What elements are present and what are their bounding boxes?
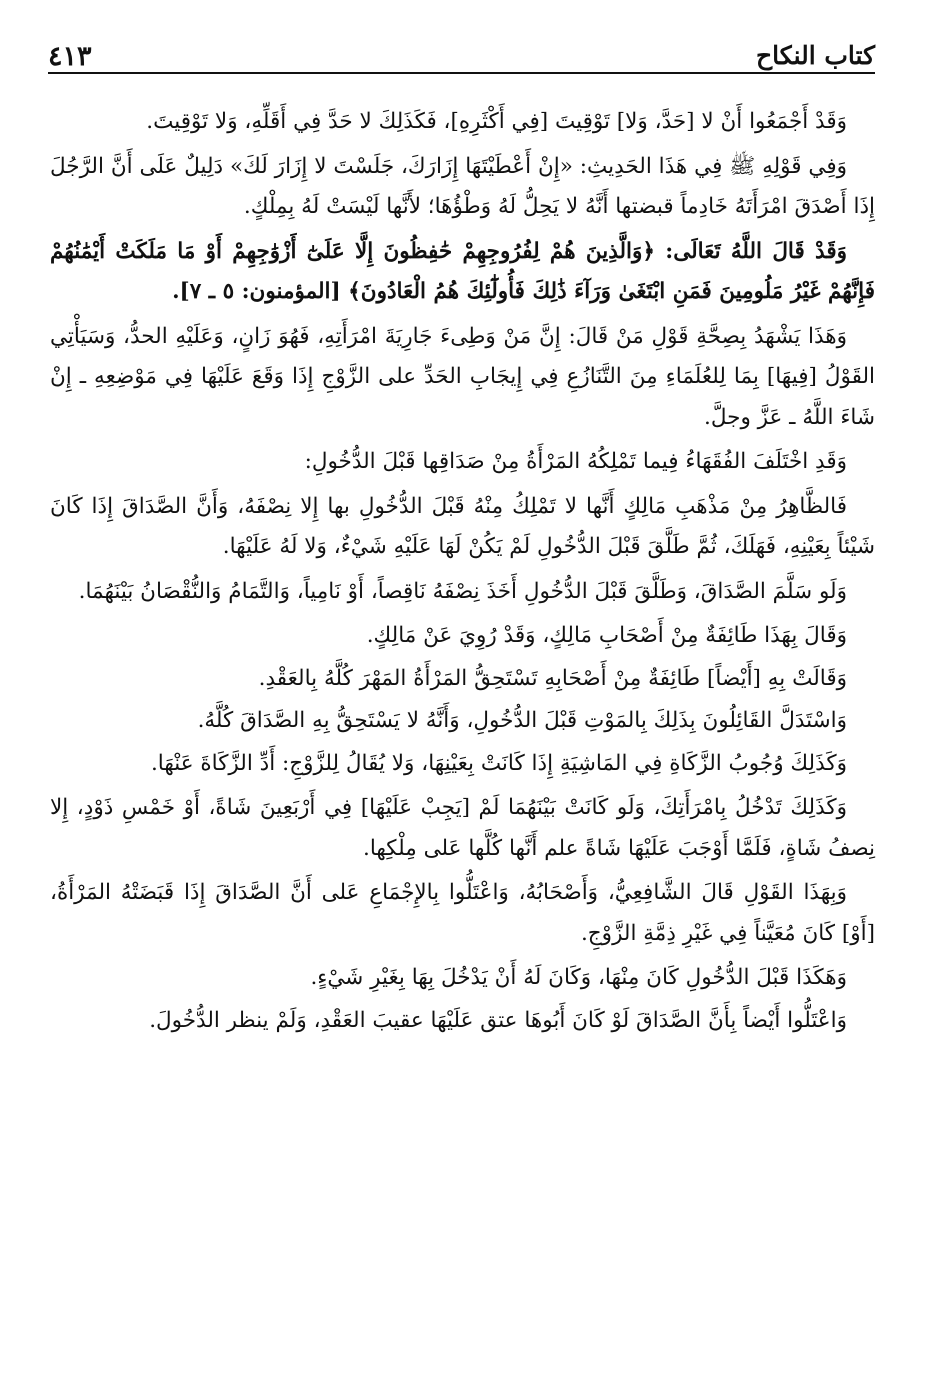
paragraph: وَقَدْ أَجْمَعُوا أَنْ لا [حَدَّ، وَلا] تَوْقِيتَ [فِي أَكْثَرِهِ]، فَكَذَلِكَ لا حَدَّ فِي أَقَلِّهِ، وَلا تَوْقِيتَ.	[146, 109, 847, 134]
paragraph: وَهَذَا يَشْهَدُ بِصِحَّةِ قَوْلِ مَنْ قَالَ: إِنَّ مَنْ وَطِىءَ جَارِيَةَ امْرَأَتِهِ، فَهُوَ زَانٍ، وَعَلَيْهِ الحدُّ، وَسَيَأْتِي القَوْلُ [فِيهَا] بِمَا لِلعُلَمَاءِ مِنَ التَّنَازُعِ فِي إِيجَابِ الحَدِّ على الزَّوْجِ إِذَا وَقَعَ عَلَيْهَا فِي مَوْضِعِهِ ـ إِنْ شَاءَ اللَّهُ ـ عَزَّ وجلَّ.	[50, 323, 875, 430]
paragraph: وَقَالَ بِهَذَا طَائِفَةٌ مِنْ أَصْحَابِ مَالِكٍ، وَقَدْ رُوِيَ عَنْ مَالِكٍ.	[366, 623, 847, 648]
paragraph: وَهَكَذَا قَبْلَ الدُّخُولِ كَانَ مِنْهَا، وَكَانَ لَهُ أَنْ يَدْخُلَ بِهَا بِغَيْرِ شَيْءٍ.	[310, 965, 847, 990]
paragraph: وَكَذَلِكَ تَدْخُلُ بِامْرَأَتِكَ، وَلَو كَانَتْ بَيْنَهُمَا لَمْ [يَجِبْ عَلَيْهَا] فِي أَرْبَعِينَ شَاةً، أَوْ خَمْسِ ذَوْدٍ، إِلا نِصفُ شَاةٍ، فَلَمَّا أَوْجَبَ عَلَيْهَا شَاةً علم أَنَّها كُلَّها عَلى مِلْكِها.	[50, 795, 875, 861]
book-title: كتاب النكاح	[748, 41, 875, 72]
paragraph: وَاسْتَدَلَّ القَائِلُونَ بِذَلِكَ بِالمَوْتِ قَبْلَ الدُّخُولِ، وَأَنَّهُ لا يَسْتَحِقُّ بِهِ الصَّدَاقَ كُلَّهُ.	[197, 708, 847, 733]
page-number: ٤١٣	[48, 41, 100, 72]
paragraph: وَكَذَلِكَ وُجُوبُ الزَّكَاةِ فِي المَاشِيَةِ إِذَا كَانَتْ بِعَيْنِهَا، وَلا يُقَالُ لِلزَّوْجِ: أَدِّ الزَّكَاةَ عَنْهَا.	[150, 750, 847, 776]
paragraph: وَبِهَذَا القَوْلِ قَالَ الشَّافِعِيُّ، وَأَصْحَابُهُ، وَاعْتَلُّوا بِالإِجْمَاعِ عَلى أَنَّ الصَّدَاقَ إِذَا قَبَضَتْهُ المَرْأَةُ، [أَوْ] كَانَ مُعَيَّناً فِي غَيْرِ ذِمَّةِ الزَّوْجِ.	[50, 880, 875, 946]
paragraph: وَفِي قَوْلِهِ ﷺ فِي هَذَا الحَدِيثِ: «إِنْ أَعْطَيْتَهَا إِزَارَكَ، جَلَسْتَ لا إِزَارَ لَكَ» دَلِيلٌ عَلَى أَنَّ الرَّجُلَ إِذَا أَصْدَقَ امْرَأَتَهُ خَادِماً قبضتها أَنَّهُ لا يَحِلُّ لَهُ وَطْؤُهَا؛ لأَنَّها لَيْسَتْ لَهُ بِمِلْكٍ.	[50, 153, 875, 219]
paragraph: وَقَدِ اخْتَلَفَ الفُقَهَاءُ فِيما تَمْلِكُهُ المَرْأَةُ مِنْ صَدَاقِها قَبْلَ الدُّخُولِ:	[304, 449, 847, 474]
paragraph: وَاعْتَلُّوا أَيْضاً بِأَنَّ الصَّدَاقَ لَوْ كَانَ أَبُوهَا عتق عَلَيْهَا عقيبَ العَقْدِ، وَلَمْ ينظر الدُّخُولَ.	[149, 1007, 847, 1033]
page-header	[48, 28, 875, 74]
quran-quote-paragraph: وَقَدْ قَالَ اللَّهُ تَعَالَى: ﴿وَالَّذِينَ هُمْ لِفُرُوجِهِمْ حَٰفِظُونَ إِلَّا عَلَىٰٓ أَزْوَٰجِهِمْ أَوْ مَا مَلَكَتْ أَيْمَٰنُهُمْ فَإِنَّهُمْ غَيْرُ مَلُومِينَ فَمَنِ ابْتَغَىٰ وَرَآءَ ذَٰلِكَ فَأُولَٰٓئِكَ هُمُ الْعَادُونَ﴾ [المؤمنون: ٥ ـ ٧].	[50, 238, 875, 304]
paragraph: وَلَو سَلَّمَ الصَّدَاقَ، وَطَلَّقَ قَبْلَ الدُّخُولِ أَخَذَ نِصْفَهُ نَاقِصاً، أَوْ نَامِياً، وَالتَّمَامُ وَالنُّقْصَانُ بَيْنَهُمَا.	[78, 578, 847, 604]
paragraph: وَقَالَتْ بِهِ [أَيْضاً] طَائِفَةٌ مِنْ أَصْحَابِهِ تَسْتَحِقُّ المَرْأَةُ المَهْرَ كُلَّهُ بِالعَقْدِ.	[258, 665, 847, 691]
page-body	[50, 102, 875, 1045]
paragraph: فَالظَّاهِرُ مِنْ مَذْهَبِ مَالِكٍ أَنَّها لا تَمْلِكُ مِنْهُ قَبْلَ الدُّخُولِ بها إِلا نِصْفَهُ، وَأَنَّ الصَّدَاقَ إِذَا كَانَ شَيْئاً بِعَيْنِهِ، فَهَلَكَ، ثُمَّ طَلَّقَ قَبْلَ الدُّخُولِ لَمْ يَكُنْ لَهَا عَلَيْهِ شَيْءٌ، وَلا لَهُ عَلَيْهَا.	[50, 493, 875, 559]
